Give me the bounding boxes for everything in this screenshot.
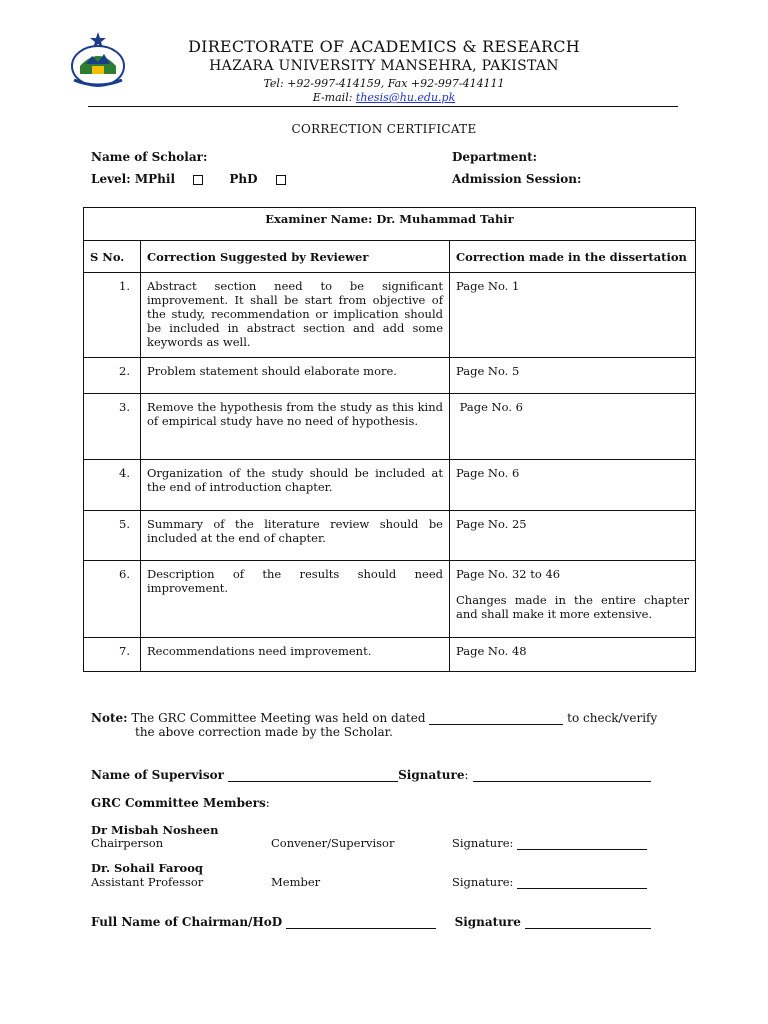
header-divider xyxy=(88,106,678,107)
column-header-sno: S No. xyxy=(84,241,141,273)
table-row xyxy=(84,394,696,460)
row-made: Page No. 1 xyxy=(450,273,696,358)
table-row xyxy=(84,460,696,511)
row-sno: 6. xyxy=(84,561,141,638)
member-name: Dr. Sohail Farooq xyxy=(91,861,203,875)
row-suggested: Description of the results should need improvement. xyxy=(141,561,450,638)
member-designation: Chairperson xyxy=(91,836,164,850)
supervisor-signature-label: Signature xyxy=(398,768,465,782)
committee-note xyxy=(91,711,681,739)
chairman-name-field[interactable] xyxy=(286,928,436,929)
chairman-name-label: Full Name of Chairman/HoD xyxy=(91,915,283,929)
email-link[interactable]: thesis@hu.edu.pk xyxy=(355,91,456,104)
member-designation: Assistant Professor xyxy=(91,875,204,889)
scholar-name-label: Name of Scholar: xyxy=(91,150,208,164)
table-row xyxy=(84,638,696,672)
row-suggested: Organization of the study should be included at the end of introduction chapter. xyxy=(141,460,450,511)
table-row xyxy=(84,358,696,394)
chairman-row xyxy=(91,915,651,929)
level-row xyxy=(91,172,286,186)
row-made-cell xyxy=(450,561,696,638)
row-made: Page No. 5 xyxy=(450,358,696,394)
contact-phone: Tel: +92-997-414159, Fax +92-997-414111 xyxy=(263,77,505,90)
row-suggested: Summary of the literature review should be included at the end of chapter. xyxy=(141,511,450,561)
university-name: HAZARA UNIVERSITY MANSEHRA, PAKISTAN xyxy=(209,58,559,74)
phd-checkbox[interactable] xyxy=(276,175,286,185)
grc-heading: GRC Committee Members xyxy=(91,796,266,810)
member-role: Convener/Supervisor xyxy=(271,836,395,850)
row-sno: 4. xyxy=(84,460,141,511)
admission-session-label: Admission Session: xyxy=(452,172,582,186)
column-header-suggested: Correction Suggested by Reviewer xyxy=(141,241,450,273)
mphil-checkbox[interactable] xyxy=(193,175,203,185)
supervisor-name-field[interactable] xyxy=(228,781,398,782)
email-label: E-mail: xyxy=(312,91,356,104)
member-signature-field[interactable] xyxy=(517,849,647,850)
directorate-title: DIRECTORATE OF ACADEMICS & RESEARCH xyxy=(188,37,580,56)
table-row xyxy=(84,561,696,638)
row-suggested: Recommendations need improvement. xyxy=(141,638,450,672)
member-signature-label: Signature: xyxy=(452,875,514,889)
mphil-label: MPhil xyxy=(134,172,176,186)
row-made: Page No. 25 xyxy=(450,511,696,561)
member-role: Member xyxy=(271,875,321,889)
row-made: Page No. 32 to 46 xyxy=(456,567,561,581)
member-signature-label: Signature: xyxy=(452,836,514,850)
meeting-date-field[interactable] xyxy=(429,724,563,725)
department-label: Department: xyxy=(452,150,538,164)
row-sno: 5. xyxy=(84,511,141,561)
supervisor-row: Name of Supervisor Signature: xyxy=(91,768,651,782)
member-signature-row xyxy=(452,875,647,889)
row-sno: 7. xyxy=(84,638,141,672)
chairman-signature-label: Signature xyxy=(454,915,521,929)
member-signature-field[interactable] xyxy=(517,888,647,889)
supervisor-signature-field[interactable] xyxy=(473,781,651,782)
row-sno: 1. xyxy=(84,273,141,358)
table-row xyxy=(84,511,696,561)
document-title: CORRECTION CERTIFICATE xyxy=(291,122,477,136)
note-text-3: the above correction made by the Scholar. xyxy=(135,725,393,739)
contact-email xyxy=(0,91,768,104)
row-suggested: Problem statement should elaborate more. xyxy=(141,358,450,394)
examiner-name: Examiner Name: Dr. Muhammad Tahir xyxy=(84,208,696,241)
row-sno: 3. xyxy=(84,394,141,460)
member-signature-row xyxy=(452,836,647,850)
row-made: Page No. 6 xyxy=(450,394,696,460)
column-header-made: Correction made in the dissertation xyxy=(450,241,696,273)
member-name: Dr Misbah Nosheen xyxy=(91,823,219,837)
row-made: Page No. 48 xyxy=(450,638,696,672)
chairman-signature-field[interactable] xyxy=(525,928,651,929)
note-label: Note: xyxy=(91,711,128,725)
row-made-extra: Changes made in the entire chapter and shall make it more extensive. xyxy=(456,593,689,621)
row-suggested: Abstract section need to be significant improvement. It shall be start from objective of the study, recommendation or implication should be included in abstract section and add some keywords as well. xyxy=(141,273,450,358)
row-sno: 2. xyxy=(84,358,141,394)
row-made: Page No. 6 xyxy=(450,460,696,511)
note-text-1: The GRC Committee Meeting was held on dated xyxy=(131,711,426,725)
table-header-row xyxy=(84,241,696,273)
grc-heading-row: GRC Committee Members: xyxy=(91,796,270,810)
row-suggested: Remove the hypothesis from the study as this kind of empirical study have no need of hypothesis. xyxy=(141,394,450,460)
correction-table xyxy=(83,207,696,672)
note-text-2: to check/verify xyxy=(567,711,658,725)
phd-label: PhD xyxy=(229,172,258,186)
supervisor-name-label: Name of Supervisor xyxy=(91,768,224,782)
level-label: Level: xyxy=(91,172,131,186)
table-row xyxy=(84,273,696,358)
